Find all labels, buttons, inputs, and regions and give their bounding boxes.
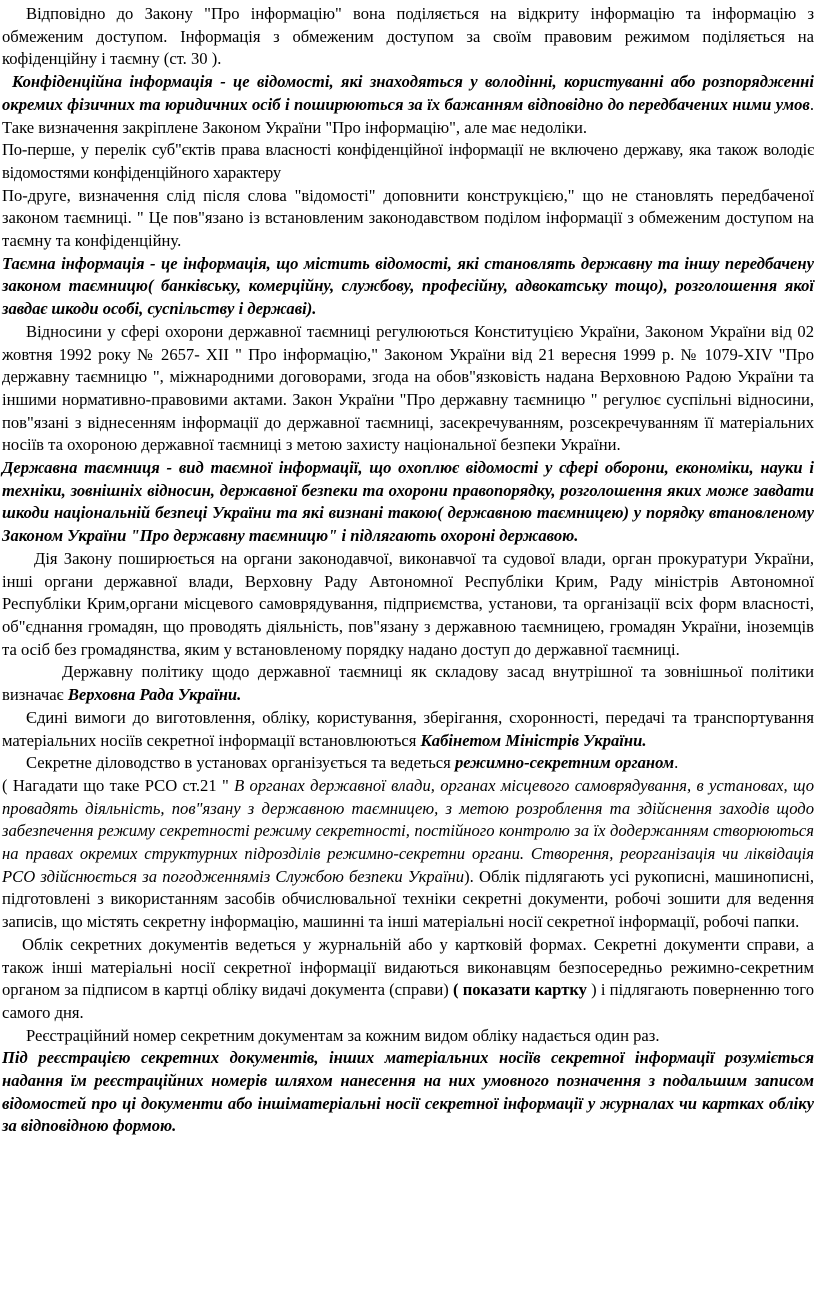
paragraph-info-classification [2,3,814,71]
paragraph-secret-definition [2,253,814,321]
show-card-note: ( показати картку [453,980,587,1000]
text-first-shortcoming: По-перше, у перелік суб"єктів права власності конфіденційної інформації не включено державу, яка також володіє відомостями конфіденційного характеру [2,140,814,182]
state-secret-definition: Державна таємниця - вид таємної інформації, що охоплює відомості у сфері оборони, економіки, науки і техніки, зовнішніх відносин, державної безпеки та охорони правопорядку, розголошення яких може завдати шкоди національній безпеці України та які визнані такою( державною таємницею) у порядку втановленому Законом України "Про державну таємницю" і підлягають охороні державою. [2,458,814,546]
text-document-accounting: Облік секретних документів ведеться у журнальній або у картковій формах. Секретні документи справи, а також інші матеріальні носії секретної інформації видаються виконавцям безпосередньо режимно-секретним органом за підписом в картці обліку видачі документа (справи) [2,934,814,1000]
paragraph-law-scope [2,548,814,662]
paragraph-state-policy [2,661,814,706]
cabinet-ministers-highlight: Кабінетом Міністрів України. [420,730,647,750]
rso-highlight: режимно-секретним органом [454,753,675,773]
rso-article-quote: В органах державної влади, органах місцевого самоврядування, в установах, що провадять діяльність, пов"язану з державною таємницею, з метою розроблення та здійснення заходів щодо забезпечення режиму секретності режиму секретності, постійного контролю за їх додержанням створюються на правах окремих структурних підрозділів режимно-секретни органи. Створення, реорганізація чи ліквідація РСО здійснюється за погодженняміз Службою безпеки України [2,775,814,886]
text-second-shortcoming: По-друге, визначення слід після слова "відомості" доповнити конструкцією," що не становлять передбаченої законом таємниці. " Це пов"язано із встановленим законодавством поділом інформації з обмеженим доступом на таємну та конфіденційну. [2,185,814,251]
text-secret-records: Секретне діловодство в установах організується та ведеться [26,753,455,773]
text-state-policy: Державну політику щодо державної таємниці як складову засад внутрішної та зовнішньої політики визначає [2,662,814,705]
text-document-accounting-end: ) і підлягають поверненню того самого дня. [2,980,814,1022]
confidential-definition-note: . Таке визначення закріплене Законом України "Про інформацію", але має недоліки. [2,94,814,137]
confidential-definition: Конфіденційна інформація - це відомості, які знаходяться у володінні, користуванні або розпорядженні окремих фізичних та юридичних осіб і поширюються за їх бажанням відповідно до передбачених ними умов [2,72,814,114]
text-registration-number: Реєстраційний номер секретним документам за кожним видом обліку надається один раз. [26,1025,660,1045]
paragraph-legal-basis [2,321,814,457]
text-secret-records-end: . [674,753,679,773]
text-legal-basis: Відносини у сфері охорони державної таємниці регулюються Конституцією України, Законом України від 02 жовтня 1992 року № 2657- XII " Про інформацію," Законом України від 21 вересня 1999 р. № 1079-XIV "Про державну таємницю ", міжнародними договорами, згода на обов"язковість надана Верховною Радою України та іншими нормативно-правовими актами. Закон України "Про державну таємницю " регулює суспільні відносини, пов"язані з віднесенням інформації до державної таємниці, засекречуванням, розсекречуванням її матеріальних носіїв та охороною державної таємниці з метою захисту національної безпеки України. [2,321,814,455]
verkhovna-rada-highlight: Верховна Рада України. [67,685,242,705]
text-info-classification: Відповідно до Закону "Про інформацію" вона поділяється на відкриту інформацію та інформацію з обмеженим доступом. Інформація з обмеженим доступом за своїм правовим режимом поділяється на кофіденційну і таємну (ст. 30 ). [2,4,814,69]
paragraph-rso-reminder [2,775,814,934]
text-uniform-requirements: Єдині вимоги до виготовлення, обліку, користування, зберігання, схоронності, передачі та транспортування матеріальних носіїв секретної інформації встановлюються [2,707,814,750]
paragraph-document-accounting [2,934,814,1025]
paragraph-registration-number [2,1025,814,1048]
text-law-scope: Дія Закону поширюється на органи законодавчої, виконавчої та судової влади, орган прокуратури України, інші органи державної влади, Верховну Раду Автономної Республіки Крим, Раду міністрів Автономної Республіки Крим,органи місцевого самоврядування, підприємства, установи, та організації всіх форм власності, об"єднання громадян, що проводять діяльність, пов"язану з державною таємницею, громадян України, іноземців та осіб без громадянства, яким у встановленому порядку надано доступ до державної таємниці. [2,548,814,659]
paragraph-secret-records [2,752,814,775]
text-accounting-subjects: ). Облік підлягають усі рукописні, машинописні, підготовлені з використанням засобів обчислювальної техніки секретні документи, робочі зошити для ведення записів, що містять секретну інформацію, машинні та інші матеріальні носії секретної інформації, робочі папки. [2,866,814,932]
paragraph-confidential-definition [2,71,814,139]
paragraph-second-shortcoming [2,185,814,253]
secret-info-definition: Таємна інформація - це інформація, що містить відомості, які становлять державну та іншу передбачену законом таємницю( банківську, комерційну, службову, професійну, адвокатську тощо), розголошення якої завдає шкоди особі, суспільству і державі). [2,253,814,319]
paragraph-registration-definition [2,1047,814,1138]
registration-definition: Під реєстрацією секретних документів, інших матеріальних носіїв секретної інформації розуміється надання їм реєстраційних номерів шляхом нанесення на них умовного позначення з подальшим записом відомостей про ці документи або іншіматеріальні носії секретної інформації у журналах чи картках обліку за відповідною формою. [2,1048,814,1136]
paragraph-state-secret-definition [2,457,814,548]
text-rso-reminder-start: ( Нагадати що таке РСО ст.21 " [2,775,235,795]
paragraph-first-shortcoming [2,139,814,184]
paragraph-uniform-requirements [2,707,814,752]
